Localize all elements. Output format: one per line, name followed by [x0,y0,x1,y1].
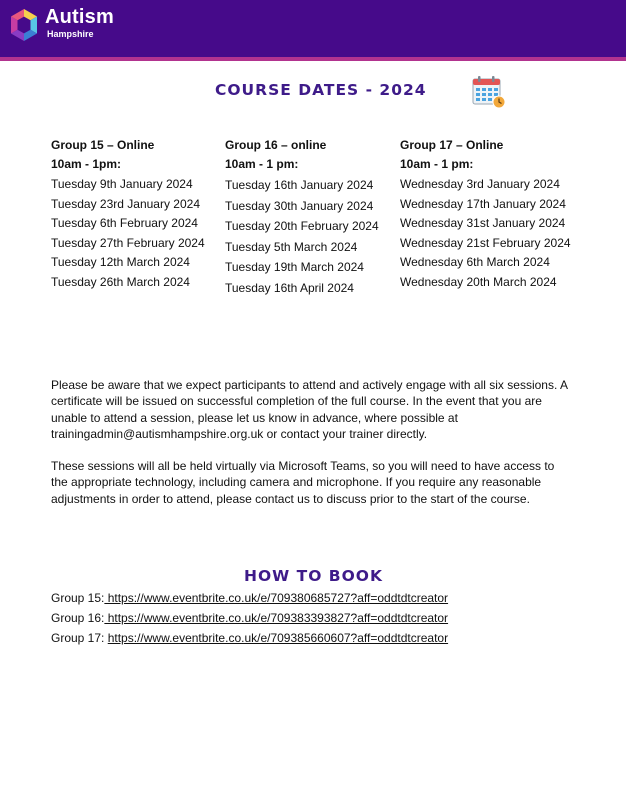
date-item: Tuesday 6th February 2024 [51,216,198,231]
date-item: Wednesday 21st February 2024 [400,235,571,250]
booking-link-group-15[interactable]: https://www.eventbrite.co.uk/e/709380685727?aff=oddtdtcreator [104,591,449,605]
date-item: Tuesday 19th March 2024 [225,260,364,275]
date-item: Tuesday 20th February 2024 [225,219,379,234]
group-title: Group 17 – Online [400,138,504,152]
group-time: 10am - 1 pm: [400,157,474,171]
brand-subtitle: Hampshire [47,29,94,39]
booking-line-group-17 [51,630,448,646]
date-item: Wednesday 17th January 2024 [400,196,566,211]
brand-name: Autism [45,6,114,28]
booking-link-group-17[interactable]: https://www.eventbrite.co.uk/e/709385660607?aff=oddtdtcreator [107,631,449,645]
header-stripe [0,57,626,61]
group-title: Group 15 – Online [51,138,155,152]
how-to-book-heading: HOW TO BOOK [244,567,383,585]
teams-notice: These sessions will all be held virtually via Microsoft Teams, so you will need to have access to the appropriate technology, including camera and microphone. If you require any reasonable adjustments in order to attend, please contact us to discuss prior to the start of the course. [51,459,555,506]
date-item: Tuesday 27th February 2024 [51,235,205,250]
date-item: Tuesday 30th January 2024 [225,198,374,213]
booking-label: Group 16: [51,611,105,625]
booking-label: Group 17: [51,631,105,645]
booking-link-group-16[interactable]: https://www.eventbrite.co.uk/e/709383393827?aff=oddtdtcreator [104,611,449,625]
calendar-clock-icon [471,74,507,110]
group-15-schedule [51,137,205,294]
date-item: Wednesday 20th March 2024 [400,274,557,289]
group-17-schedule [400,137,571,293]
booking-line-group-15 [51,590,448,606]
logo-icon [8,8,40,42]
date-item: Tuesday 12th March 2024 [51,255,190,270]
booking-line-group-16 [51,610,448,626]
date-item: Tuesday 5th March 2024 [225,239,358,254]
group-time: 10am - 1pm: [51,157,122,171]
attendance-notice: Please be aware that we expect participants to attend and actively engage with all six sessions. A certificate will be issued on successful completion of the full course. In the event that you are unable to attend a session, please let us know in advance, where possible at trainingadmin@autismhampshire.org.uk or contact your trainer directly. [51,378,568,441]
date-list [400,176,571,293]
date-item: Wednesday 6th March 2024 [400,255,550,269]
booking-label: Group 15: [51,591,105,605]
page-title: COURSE DATES - 2024 [215,81,427,99]
date-item: Wednesday 31st January 2024 [400,216,566,230]
date-item: Tuesday 16th January 2024 [225,178,374,192]
group-16-schedule [225,137,379,301]
date-item: Wednesday 3rd January 2024 [400,177,560,191]
date-item: Tuesday 9th January 2024 [51,177,193,191]
date-item: Tuesday 16th April 2024 [225,280,354,295]
date-item: Tuesday 23rd January 2024 [51,196,200,211]
group-title: Group 16 – online [225,138,327,152]
header-bar [0,0,626,57]
date-list [225,177,379,301]
group-time: 10am - 1 pm: [225,157,299,171]
date-list [51,176,205,294]
date-item: Tuesday 26th March 2024 [51,274,190,289]
